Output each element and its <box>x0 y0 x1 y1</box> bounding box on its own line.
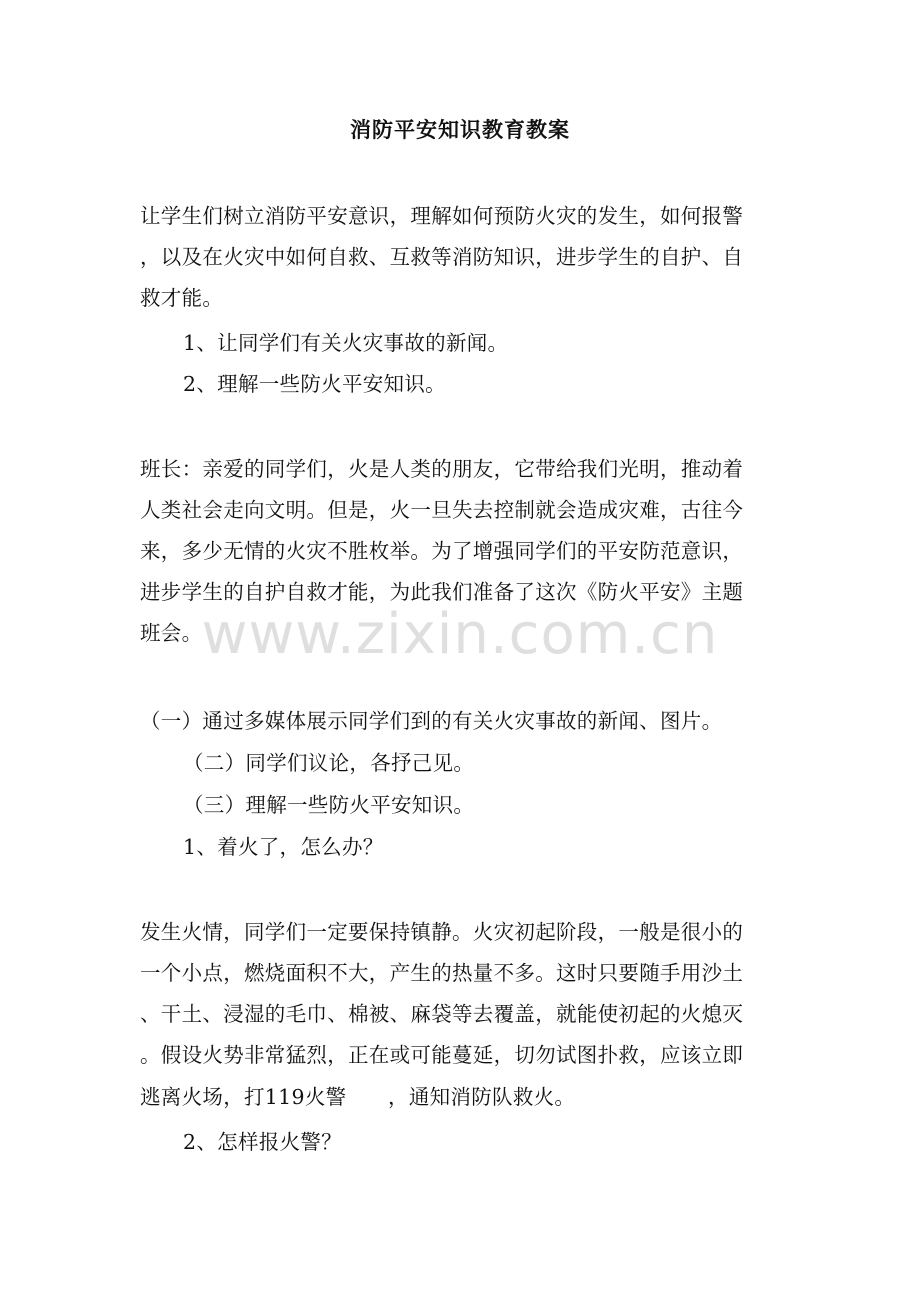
body-line: 逃离火场，打119火警 ，通知消防队救火。 <box>140 1085 576 1109</box>
body-line: 人类社会走向文明。但是，火一旦失去控制就会造成灾难，古往今 <box>140 498 744 522</box>
body-line: 让学生们树立消防平安意识，理解如何预防火灾的发生，如何报警 <box>140 204 744 228</box>
list-item: 2、理解一些防火平安知识。 <box>183 372 446 396</box>
list-item: （二）同学们议论，各抒己见。 <box>183 751 475 775</box>
watermark-text: www.zixin.com.cn <box>201 602 719 667</box>
body-line: 。假设火势非常猛烈，正在或可能蔓延，切勿试图扑救，应该立即 <box>140 1043 744 1067</box>
list-item: 1、着火了，怎么办？ <box>183 835 384 859</box>
document-title: 消防平安知识教育教案 <box>350 117 570 142</box>
body-line: 救才能。 <box>140 286 224 310</box>
body-line: 进步学生的自护自救才能，为此我们准备了这次《防火平安》主题 <box>140 580 744 604</box>
body-line: 班会。 <box>140 621 203 645</box>
body-line: 一个小点，燃烧面积不大，产生的热量不多。这时只要随手用沙土 <box>140 961 744 985</box>
list-item: （一）通过多媒体展示同学们到的有关火灾事故的新闻、图片。 <box>140 709 723 733</box>
body-line: ，以及在火灾中如何自救、互救等消防知识，进步学生的自护、自 <box>140 245 744 269</box>
list-item: （三）理解一些防火平安知识。 <box>183 793 475 817</box>
body-line: 来，多少无情的火灾不胜枚举。为了增强同学们的平安防范意识， <box>140 539 744 563</box>
body-line: 班长：亲爱的同学们，火是人类的朋友，它带给我们光明，推动着 <box>140 457 744 481</box>
body-line: 、干土、浸湿的毛巾、棉被、麻袋等去覆盖，就能使初起的火熄灭 <box>140 1002 744 1026</box>
body-line: 发生火情，同学们一定要保持镇静。火灾初起阶段，一般是很小的 <box>140 920 744 944</box>
list-item: 1、让同学们有关火灾事故的新闻。 <box>183 331 509 355</box>
list-item: 2、怎样报火警？ <box>183 1130 342 1154</box>
